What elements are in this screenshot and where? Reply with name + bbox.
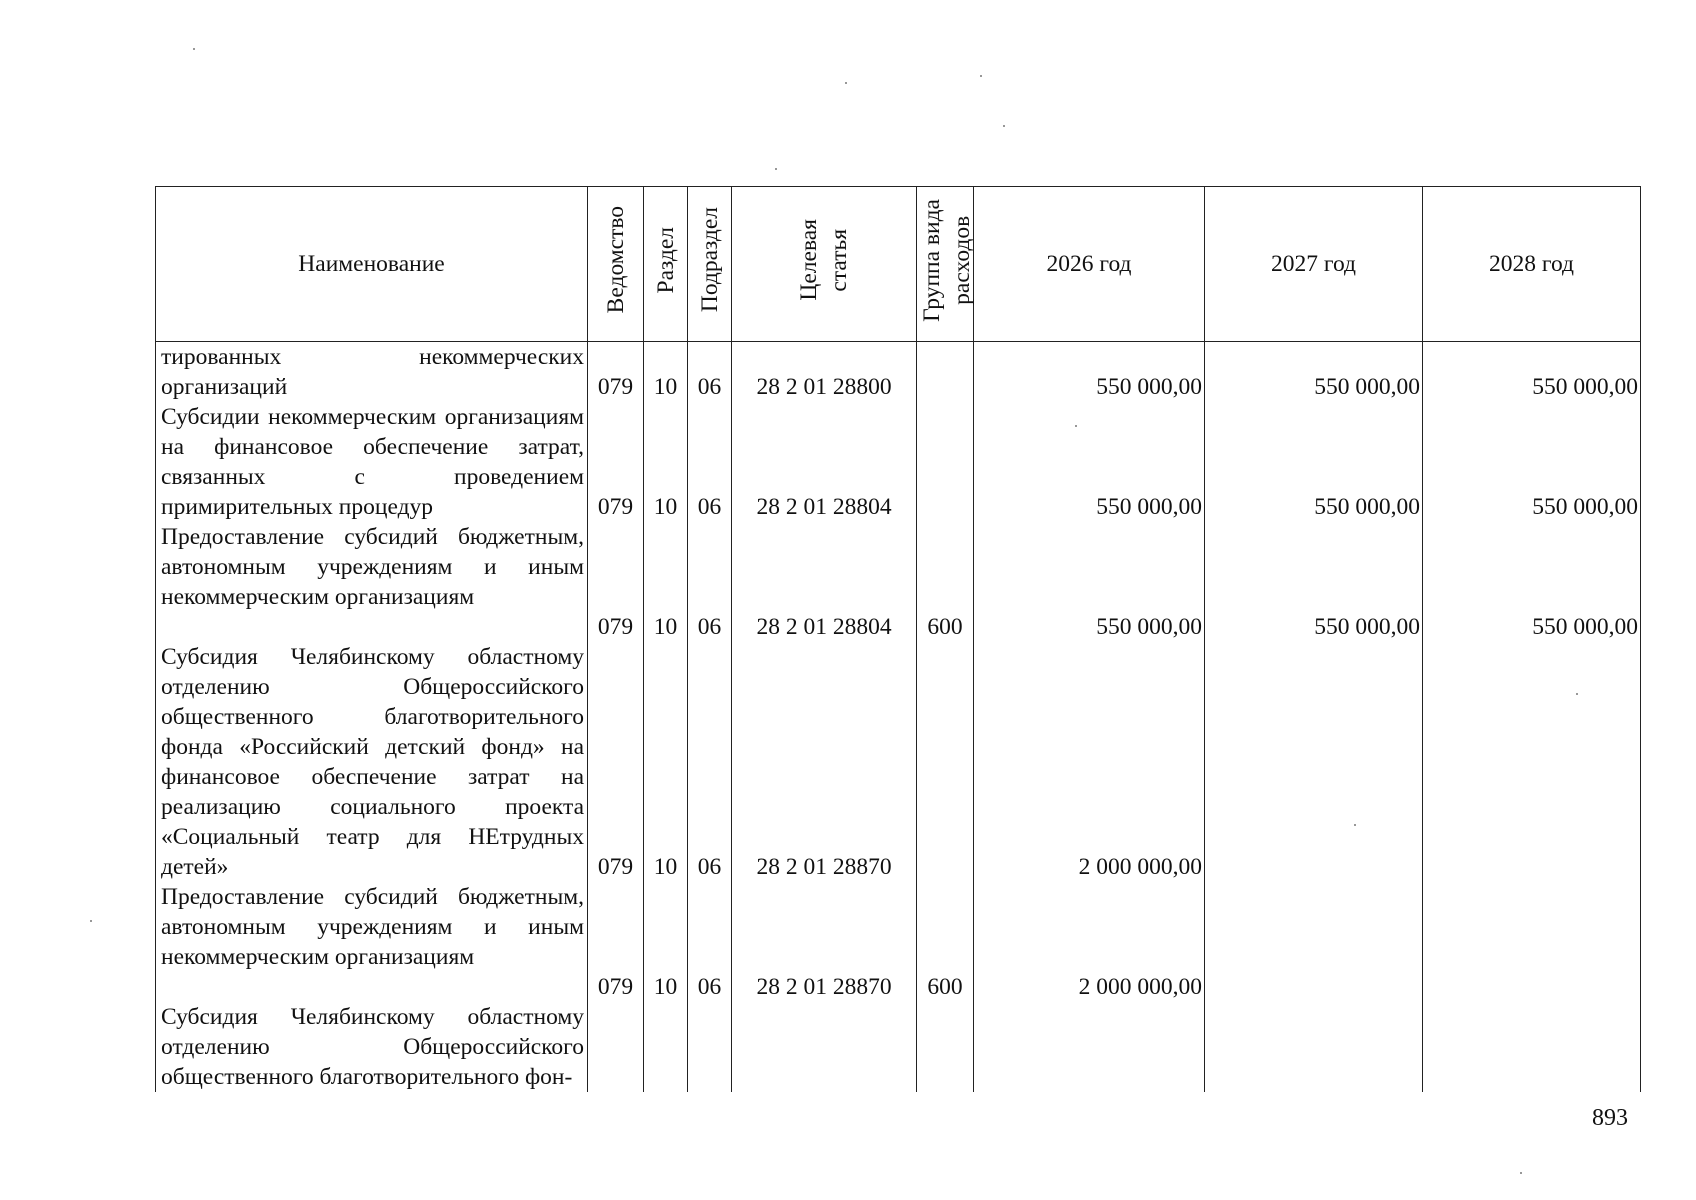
row-2026: 550 000,00 (974, 402, 1205, 522)
row-subsection: 06 (688, 522, 732, 642)
row-section: 10 (644, 342, 688, 403)
header-dept: Ведомство (588, 187, 644, 342)
row-dept: 079 (588, 642, 644, 882)
scan-speck (1003, 125, 1005, 127)
row-2027 (1205, 642, 1423, 882)
row-2026: 2 000 000,00 (974, 642, 1205, 882)
row-name: Предоставление субсидий бюджетным, автономным учреждениям и иным некоммерческим организациям (156, 522, 588, 642)
table-header-row (156, 187, 1641, 342)
row-target: 28 2 01 28870 (732, 882, 917, 1002)
row-name: Субсидия Челябинскому областному отделению Общероссийского общественного благотворительного фонда «Российский детский фонд» на финансовое обеспечение затрат на реализацию социального проекта «Социальный театр для НЕтрудных детей» (156, 642, 588, 882)
header-2026: 2026 год (974, 187, 1205, 342)
header-section: Раздел (644, 187, 688, 342)
row-group (917, 402, 974, 522)
header-name: Наименование (156, 187, 588, 342)
row-section: 10 (644, 882, 688, 1002)
row-dept: 079 (588, 342, 644, 403)
row-subsection: 06 (688, 342, 732, 403)
scan-speck (193, 48, 195, 50)
row-2028 (1423, 642, 1641, 882)
row-target: 28 2 01 28870 (732, 642, 917, 882)
row-dept (588, 1002, 644, 1092)
row-2026: 550 000,00 (974, 522, 1205, 642)
row-2028: 550 000,00 (1423, 342, 1641, 403)
row-2028: 550 000,00 (1423, 522, 1641, 642)
scan-speck (980, 75, 982, 77)
row-2028 (1423, 1002, 1641, 1092)
row-dept: 079 (588, 882, 644, 1002)
row-2028: 550 000,00 (1423, 402, 1641, 522)
table-row (156, 642, 1641, 882)
header-group: Группа вида расходов (917, 187, 974, 342)
table-row (156, 402, 1641, 522)
table-row (156, 882, 1641, 1002)
row-name: Субсидия Челябинскому областному отделению Общероссийского общественного благотворительного фон- (156, 1002, 588, 1092)
scan-speck (775, 168, 777, 170)
table-row (156, 522, 1641, 642)
row-group (917, 1002, 974, 1092)
table-body (156, 342, 1641, 1093)
row-dept: 079 (588, 522, 644, 642)
row-2026: 550 000,00 (974, 342, 1205, 403)
row-subsection: 06 (688, 882, 732, 1002)
row-2026: 2 000 000,00 (974, 882, 1205, 1002)
row-subsection (688, 1002, 732, 1092)
header-target: Целевая статья (732, 187, 917, 342)
row-subsection: 06 (688, 642, 732, 882)
page-number: 893 (1592, 1105, 1628, 1131)
row-section (644, 1002, 688, 1092)
row-group (917, 642, 974, 882)
row-target: 28 2 01 28804 (732, 522, 917, 642)
row-target (732, 1002, 917, 1092)
row-subsection: 06 (688, 402, 732, 522)
scan-speck (845, 82, 847, 84)
row-2027: 550 000,00 (1205, 522, 1423, 642)
row-group: 600 (917, 522, 974, 642)
row-group: 600 (917, 882, 974, 1002)
row-2027 (1205, 1002, 1423, 1092)
row-section: 10 (644, 402, 688, 522)
row-name: тированных некоммерческих организаций (156, 342, 588, 403)
row-dept: 079 (588, 402, 644, 522)
row-target: 28 2 01 28804 (732, 402, 917, 522)
scan-speck (90, 920, 92, 922)
header-2027: 2027 год (1205, 187, 1423, 342)
row-2026 (974, 1002, 1205, 1092)
row-2027: 550 000,00 (1205, 402, 1423, 522)
row-name: Предоставление субсидий бюджетным, автономным учреждениям и иным некоммерческим организациям (156, 882, 588, 1002)
header-2028: 2028 год (1423, 187, 1641, 342)
table-row (156, 342, 1641, 403)
scan-speck (1520, 1172, 1522, 1174)
table-row (156, 1002, 1641, 1092)
row-2027: 550 000,00 (1205, 342, 1423, 403)
row-2027 (1205, 882, 1423, 1002)
row-group (917, 342, 974, 403)
row-section: 10 (644, 522, 688, 642)
row-target: 28 2 01 28800 (732, 342, 917, 403)
row-section: 10 (644, 642, 688, 882)
row-2028 (1423, 882, 1641, 1002)
budget-table (155, 186, 1641, 1092)
row-name: Субсидии некоммерческим организациям на финансовое обеспечение затрат, связанных с проведением примирительных процедур (156, 402, 588, 522)
header-subsection: Подраздел (688, 187, 732, 342)
